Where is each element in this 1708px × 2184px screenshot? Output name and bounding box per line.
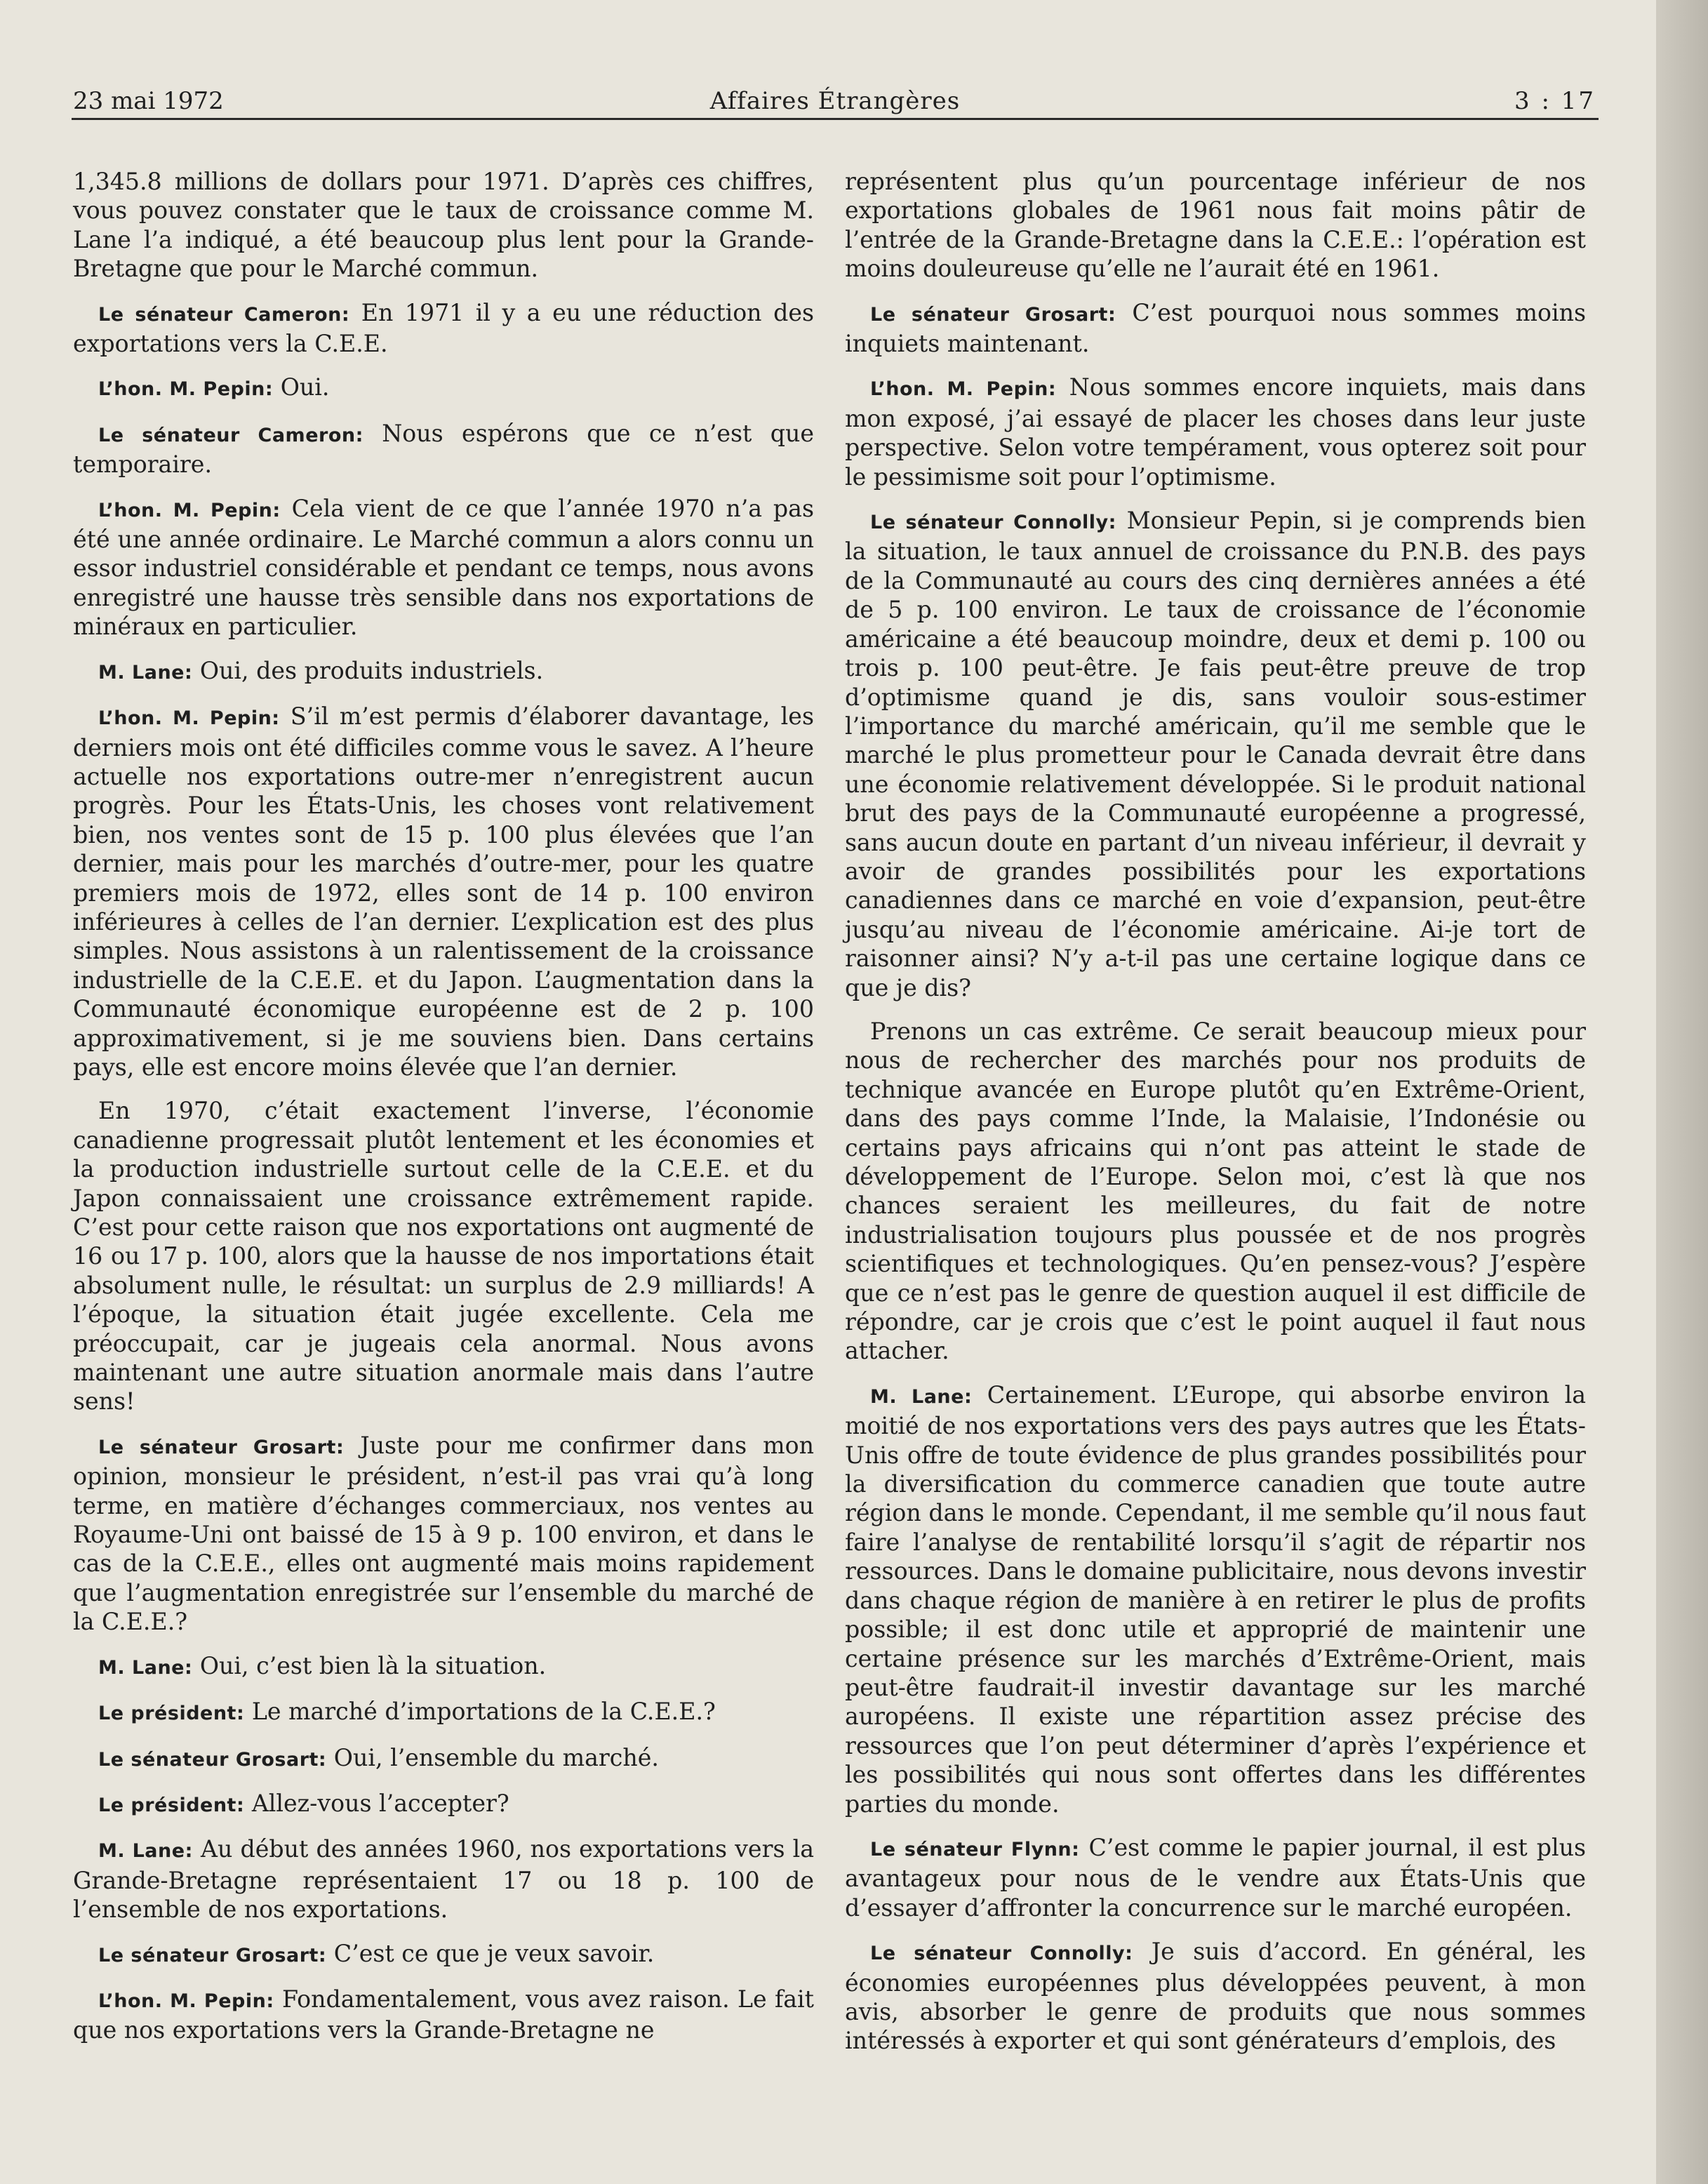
paragraph-text: Nous espérons que ce n’est que temporaire.: [73, 419, 814, 479]
paragraph-text: Le marché d’importations de la C.E.E.?: [251, 1698, 716, 1726]
header-page-number: 3 : 17: [1514, 87, 1596, 115]
speaker-name: Le sénateur Grosart:: [98, 1436, 345, 1458]
speaker-name: M. Lane:: [98, 1656, 193, 1679]
paragraph-text: C’est ce que je veux savoir.: [333, 1939, 655, 1967]
speaker-name: M. Lane:: [98, 661, 193, 684]
paragraph: [845, 298, 1586, 359]
paragraph-text: C’est pourquoi nous sommes moins inquiets maintenant.: [845, 298, 1586, 358]
paragraph: [845, 167, 1586, 284]
paragraph-text: Oui, des produits industriels.: [199, 656, 544, 684]
paragraph-text: Oui, l’ensemble du marché.: [333, 1743, 659, 1771]
paragraph: [73, 1651, 814, 1682]
right-column: [845, 167, 1586, 2070]
paragraph-text: Cela vient de ce que l’année 1970 n’a pas été une année ordinaire. Le Marché commun a alors connu un essor industriel considérable et pendant ce temps, nous avons enregistré une hausse très sensible dans nos exportations de minéraux en particulier.: [73, 494, 814, 641]
header-title: Affaires Étrangères: [709, 87, 961, 115]
paragraph-text: Fondamentalement, vous avez raison. Le fait que nos exportations vers la Grande-Bretagne ne: [73, 1985, 814, 2044]
paragraph: [73, 373, 814, 404]
paragraph-text: Allez-vous l’accepter?: [251, 1789, 509, 1817]
paragraph: [73, 1835, 814, 1924]
paragraph-text: Oui.: [280, 373, 330, 401]
speaker-name: L’hon. M. Pepin:: [98, 378, 274, 401]
paragraph: [73, 419, 814, 479]
speaker-name: Le sénateur Connolly:: [870, 1943, 1133, 1965]
speaker-name: Le sénateur Cameron:: [98, 303, 350, 326]
header-date: 23 mai 1972: [73, 87, 224, 115]
paragraph-text: Certainement. L’Europe, qui absorbe environ la moitié de nos exportations vers des pays autres que les États-Unis offre de toute évidence de plus grandes possibilités pour la diversification du commerce canadien que toute autre région dans le monde. Cependant, il me semble qu’il nous faut faire l’analyse de rentabilité lorsqu’il s’agit de répartir nos ressources. Dans le domaine publicitaire, nous devons investir dans chaque région de manière à en retirer le plus de profits possible; il est donc utile et approprié de maintenir une certaine présence sur les marchés d’Extrême-Orient, mais peut-être faudrait-il investir davantage sur les marché auropéens. Il existe une répartition assez précise des ressources que l’on peut déterminer d’après l’expérience et les possibilités qui nous sont offertes dans les différentes parties du monde.: [845, 1380, 1586, 1818]
left-column: [73, 167, 814, 2060]
paragraph: [73, 1985, 814, 2045]
speaker-name: Le sénateur Cameron:: [98, 424, 363, 446]
paragraph-text: Monsieur Pepin, si je comprends bien la situation, le taux annuel de croissance du P.N.B. des pays de la Communauté au cours des cinq dernières années a été de 5 p. 100 environ. Le taux de croissance de l’économie américaine a été beaucoup moindre, deux et demi p. 100 ou trois p. 100 peut-être. Je fais peut-être preuve de trop d’optimisme quand je dis, sans vouloir sous-estimer l’importance du marché américain, qu’il me semble que le marché le plus prometteur pour le Canada devrait être dans une économie relativement développée. Si le produit national brut des pays de la Communauté européenne a progressé, sans aucun doute en partant d’un niveau inférieur, il devrait y avoir de grandes possibilités pour les exportations canadiennes dans ce marché en voie d’expansion, peut-être jusqu’au niveau de l’économie américaine. Ai-je tort de raisonner ainsi? N’y a-t-il pas une certaine logique dans ce que je dis?: [845, 507, 1586, 1001]
paragraph: [73, 1697, 814, 1728]
paragraph-text: Prenons un cas extrême. Ce serait beaucoup mieux pour nous de rechercher des marchés pour nos produits de technique avancée en Europe plutôt qu’en Extrême-Orient, dans des pays comme l’Inde, la Malaisie, l’Indonésie ou certains pays africains qui n’ont pas atteint le stade de développement de l’Europe. Selon moi, c’est là que nos chances seraient les meilleures, du fait de notre industrialisation toujours plus poussée et de nos progrès scientifiques et technologiques. Qu’en pensez-vous? J’espère que ce n’est pas le genre de question auquel il est difficile de répondre, car je crois que c’est le point auquel il faut nous attacher.: [845, 1017, 1586, 1365]
paragraph-text: Juste pour me confirmer dans mon opinion, monsieur le président, n’est-il pas vrai qu’à long terme, en matière d’échanges commerciaux, nos ventes au Royaume-Uni ont baissé de 15 à 9 p. 100 environ, et dans le cas de la C.E.E., elles ont augmenté mais moins rapidement que l’augmentation enregistrée sur l’ensemble du marché de la C.E.E.?: [73, 1431, 815, 1636]
speaker-name: Le président:: [98, 1794, 245, 1816]
paragraph-text: Je suis d’accord. En général, les économies européennes plus développées peuvent, à mon avis, absorber le genre de produits que nous sommes intéressés à exporter et qui sont générateurs d’emplois, des: [845, 1938, 1586, 2055]
paragraph: [73, 1431, 814, 1637]
paragraph: [73, 298, 814, 359]
paragraph-text: 1,345.8 millions de dollars pour 1971. D’après ces chiffres, vous pouvez constater que le taux de croissance comme M. Lane l’a indiqué, a été beaucoup plus lent pour la Grande-Bretagne que pour le Marché commun.: [73, 168, 814, 283]
speaker-name: Le sénateur Connolly:: [870, 512, 1116, 534]
speaker-name: L’hon. M. Pepin:: [98, 1990, 274, 2012]
paragraph: [73, 167, 814, 284]
paragraph: [845, 1937, 1586, 2056]
speaker-name: Le sénateur Grosart:: [870, 303, 1116, 326]
speaker-name: L’hon. M. Pepin:: [870, 378, 1057, 401]
paragraph: [845, 1017, 1586, 1366]
paragraph-text: Oui, c’est bien là la situation.: [199, 1651, 547, 1679]
speaker-name: M. Lane:: [98, 1840, 193, 1863]
running-header: [72, 83, 1599, 120]
paragraph: [73, 702, 814, 1081]
paragraph-text: C’est comme le papier journal, il est plus avantageux pour nous de le vendre aux États-Unis que d’essayer d’affronter la concurrence sur le marché européen.: [845, 1833, 1586, 1922]
paragraph: [73, 1743, 814, 1774]
page-edge: [1656, 0, 1708, 2184]
speaker-name: M. Lane:: [870, 1385, 973, 1408]
paragraph-text: représentent plus qu’un pourcentage inférieur de nos exportations globales de 1961 nous fait moins pâtir de l’entrée de la Grande-Bretagne dans la C.E.E.: l’opération est moins douleureuse qu’elle ne l’aurait été en 1961.: [845, 168, 1586, 283]
paragraph: [73, 494, 814, 641]
paragraph-text: S’il m’est permis d’élaborer davantage, les derniers mois ont été difficiles comme vous le savez. A l’heure actuelle nos exportations outre-mer n’enregistrent aucun progrès. Pour les États-Unis, les choses vont relativement bien, nos ventes sont de 15 p. 100 plus élevées que l’an dernier, mais pour les marchés d’outre-mer, pour les quatre premiers mois de 1972, elles sont de 14 p. 100 environ inférieures à celles de l’an dernier. L’explication est des plus simples. Nous assistons à un ralentissement de la croissance industrielle de la C.E.E. et du Japon. L’augmentation dans la Communauté économique européenne est de 2 p. 100 approximativement, si je me souviens bien. Dans certains pays, elle est encore moins élevée que l’an dernier.: [73, 703, 814, 1081]
paragraph: [73, 1789, 814, 1820]
paragraph: [845, 1833, 1586, 1922]
paragraph: [73, 1096, 814, 1416]
speaker-name: Le sénateur Flynn:: [870, 1838, 1080, 1860]
paragraph: [73, 1939, 814, 1970]
paragraph: [845, 373, 1586, 491]
paragraph: [845, 1380, 1586, 1818]
speaker-name: Le président:: [98, 1703, 245, 1725]
speaker-name: L’hon. M. Pepin:: [98, 707, 280, 730]
speaker-name: L’hon. M. Pepin:: [98, 499, 281, 521]
paragraph: [845, 506, 1586, 1002]
paragraph-text: Au début des années 1960, nos exportations vers la Grande-Bretagne représentaient 17 ou 18 p. 100 de l’ensemble de nos exportations.: [73, 1835, 815, 1924]
paragraph-text: En 1971 il y a eu une réduction des exportations vers la C.E.E.: [73, 298, 814, 358]
speaker-name: Le sénateur Grosart:: [98, 1748, 327, 1771]
speaker-name: Le sénateur Grosart:: [98, 1944, 327, 1966]
paragraph: [73, 656, 814, 687]
paragraph-text: Nous sommes encore inquiets, mais dans mon exposé, j’ai essayé de placer les choses dans leur juste perspective. Selon votre tempérament, vous opterez soit pour le pessimisme soit pour l’optimisme.: [845, 373, 1586, 491]
paragraph-text: En 1970, c’était exactement l’inverse, l’économie canadienne progressait plutôt lentement et les économies et la production industrielle surtout celle de la C.E.E. et du Japon connaissaient une croissance extrêmement rapide. C’est pour cette raison que nos exportations ont augmenté de 16 ou 17 p. 100, alors que la hausse de nos importations était absolument nulle, le résultat: un surplus de 2.9 milliards! A l’époque, la situation était jugée excellente. Cela me préoccupait, car je jugeais cela anormal. Nous avons maintenant une autre situation anormale mais dans l’autre sens!: [73, 1097, 814, 1416]
